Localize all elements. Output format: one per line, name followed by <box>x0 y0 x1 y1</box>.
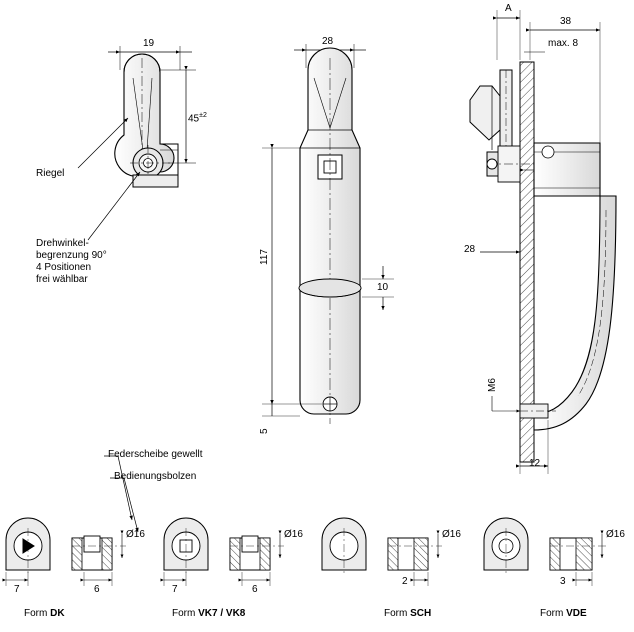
form-caption-sch: Form SCH <box>384 608 432 619</box>
view-side <box>470 10 616 474</box>
form-vk-figures <box>164 518 284 586</box>
form-caption-vk: Form VK7 / VK8 <box>172 608 246 619</box>
dim-width-19: 19 <box>143 38 155 49</box>
dim-width-28: 28 <box>322 36 334 47</box>
label-drehwinkelbegrenzung: Drehwinkel- begrenzung 90° 4 Positionen frei wählbar <box>36 238 107 285</box>
view-front <box>262 44 394 424</box>
form-sch-dim-dia: Ø16 <box>442 529 461 540</box>
dim-M6: M6 <box>487 378 498 392</box>
form-vk-dim-right: 6 <box>252 584 258 595</box>
dim-28-side: 28 <box>464 244 476 255</box>
dim-height-117: 117 <box>259 249 270 265</box>
form-dk-dim-left: 7 <box>14 584 20 595</box>
form-vde-figures <box>484 518 606 586</box>
dim-max-8: max. 8 <box>548 38 579 49</box>
form-vk-dim-left: 7 <box>172 584 178 595</box>
dim-bottom-5: 5 <box>259 428 270 434</box>
form-caption-dk: Form DK <box>24 608 65 619</box>
label-riegel: Riegel <box>36 168 65 179</box>
dim-12: 12 <box>529 458 541 469</box>
form-sch-figures <box>322 518 442 586</box>
callout-leaders <box>104 456 138 532</box>
form-dk-dim-dia: Ø16 <box>126 529 145 540</box>
dim-length-45: $45^{\pm 2}$ <box>188 112 207 125</box>
form-sch-dim-right: 2 <box>402 576 408 587</box>
callout-bedienungsbolzen: Bedienungsbolzen <box>114 471 197 482</box>
dim-grip-10: 10 <box>377 282 389 293</box>
view-top-left <box>78 46 196 240</box>
form-dk-dim-right: 6 <box>94 584 100 595</box>
callout-federscheibe: Federscheibe gewellt <box>108 449 203 460</box>
form-vde-dim-dia: Ø16 <box>606 529 625 540</box>
form-caption-vde: Form VDE <box>540 608 587 619</box>
form-vk-dim-dia: Ø16 <box>284 529 303 540</box>
dim-38: 38 <box>560 16 572 27</box>
form-vde-dim-right: 3 <box>560 576 566 587</box>
dim-A: A <box>505 3 512 14</box>
form-dk-figures <box>6 518 126 586</box>
